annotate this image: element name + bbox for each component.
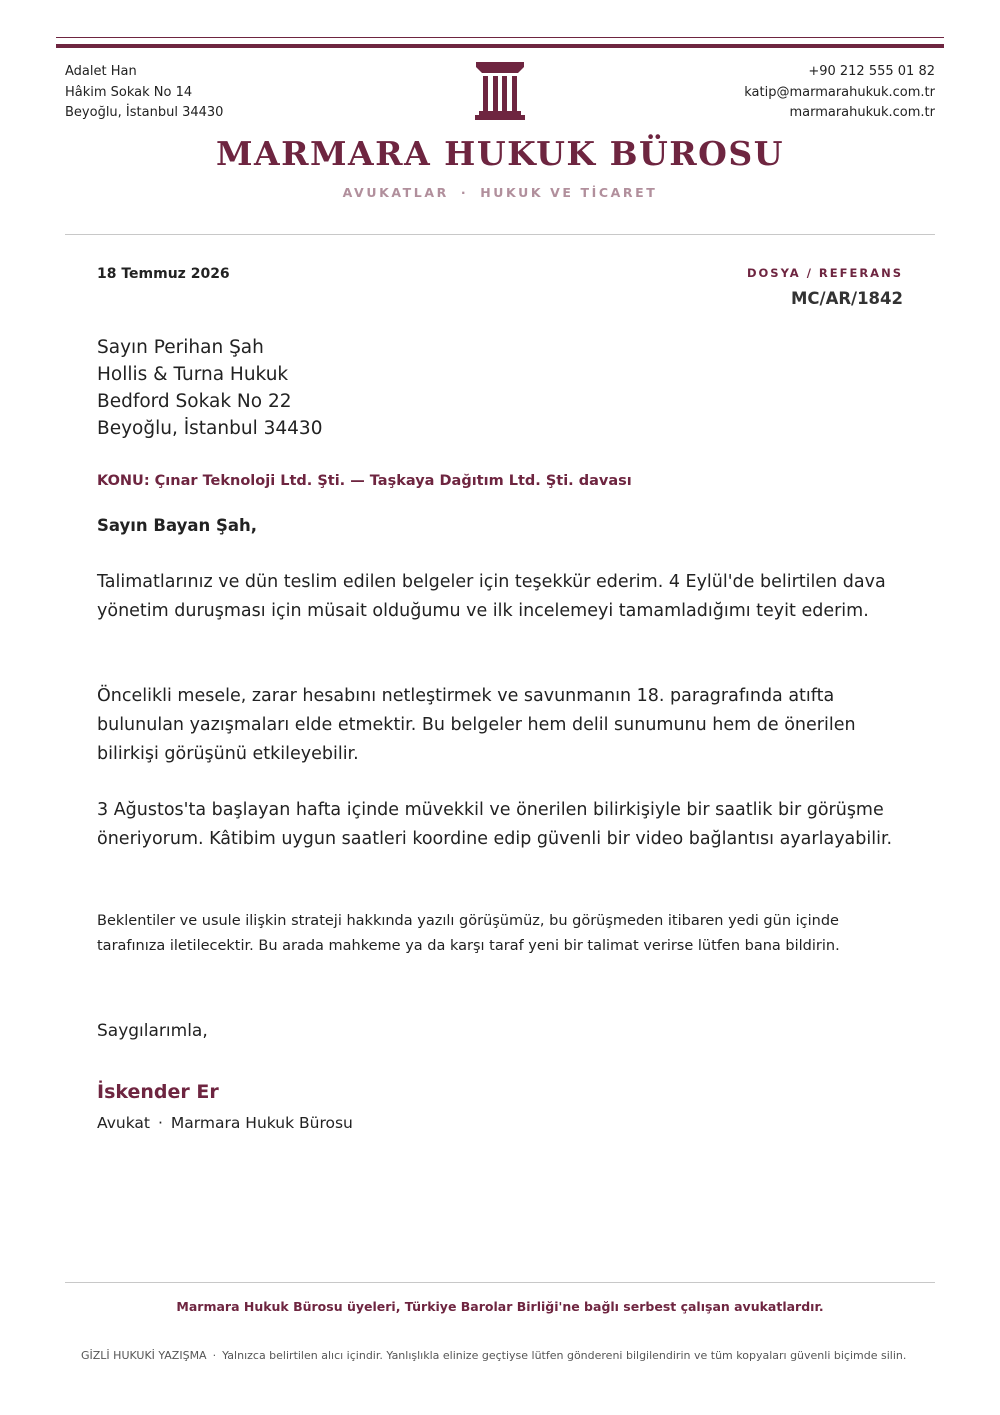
sender-phone: +90 212 555 01 82 (808, 64, 935, 79)
recipient-line: Beyoğlu, İstanbul 34430 (97, 418, 323, 439)
recipient-address (97, 334, 322, 442)
signatory-title (97, 1114, 353, 1132)
sender-address-line: Beyoğlu, İstanbul 34430 (65, 105, 224, 120)
reference-value: MC/AR/1842 (791, 289, 903, 308)
confidentiality-notice (81, 1348, 921, 1364)
recipient-line: Bedford Sokak No 22 (97, 391, 292, 412)
body-paragraph: Öncelikli mesele, zarar hesabını netleştirmek ve savunmanın 18. paragrafında atıfta bulunulan yazışmaları elde etmektir. Bu belgeler hem delil sunumunu hem de önerilen bilirkişi görüşünü etkileyebilir. (97, 686, 856, 764)
reference-label: DOSYA / REFERANS (746, 266, 903, 280)
signatory-firm: Marmara Hukuk Bürosu (170, 1114, 353, 1132)
sender-address (65, 62, 223, 124)
sender-address-line: Hâkim Sokak No 14 (65, 84, 193, 100)
confidential-label: GİZLİ HUKUKİ YAZIŞMA (81, 1349, 207, 1362)
firm-name: MARMARA HUKUK BÜROSU (215, 134, 785, 173)
footer-divider (65, 1282, 935, 1283)
letter-salutation: Sayın Bayan Şah, (97, 516, 258, 535)
body-paragraph: 3 Ağustos'ta başlayan hafta içinde müvekkil ve önerilen bilirkişiyle bir saatlik bir görüşme öneriyorum. Kâtibim uygun saatleri koordine edip güvenli bir video bağlantısı ayarlayabilir. (97, 800, 893, 849)
signatory-separator: · (157, 1114, 163, 1132)
letter-closing: Saygılarımla, (97, 1021, 208, 1041)
top-thin-rule (56, 37, 944, 38)
sender-website: marmarahukuk.com.tr (789, 105, 935, 120)
sender-email: katip@marmarahukuk.com.tr (744, 84, 935, 100)
confidential-text: Yalnızca belirtilen alıcı içindir. Yanlışlıkla elinize geçtiyse lütfen göndereni bilgilendirin ve tüm kopyaları güvenli biçimde silin. (222, 1349, 907, 1362)
header-divider (65, 234, 935, 235)
confidential-separator: · (212, 1349, 217, 1362)
firm-tagline (0, 185, 1000, 200)
sender-contact (744, 62, 935, 124)
tagline-separator: · (460, 185, 469, 200)
letter-date: 18 Temmuz 2026 (97, 266, 230, 282)
membership-note: Marmara Hukuk Bürosu üyeleri, Türkiye Barolar Birliği'ne bağlı serbest çalışan avukatlardır. (176, 1299, 824, 1314)
top-thick-rule (56, 44, 944, 48)
sender-address-line: Adalet Han (65, 64, 137, 79)
signatory-name: İskender Er (97, 1081, 219, 1103)
letter-subject: KONU: Çınar Teknoloji Ltd. Şti. — Taşkaya Dağıtım Ltd. Şti. davası (97, 473, 632, 489)
tagline-right: HUKUK VE TİCARET (480, 185, 658, 200)
body-paragraph: Talimatlarınız ve dün teslim edilen belgeler için teşekkür ederim. 4 Eylül'de belirtilen dava yönetim duruşması için müsait olduğumu ve ilk incelemeyi tamamladığımı teyit ederim. (97, 572, 886, 621)
body-paragraph-small: Beklentiler ve usule ilişkin strateji hakkında yazılı görüşümüz, bu görüşmeden itibaren yedi gün içinde tarafınıza iletilecektir. Bu arada mahkeme ya da karşı taraf yeni bir talimat verirse lütfen bana bildirin. (97, 913, 840, 954)
courthouse-pillars-icon (474, 62, 526, 120)
signatory-role: Avukat (97, 1114, 150, 1132)
recipient-line: Hollis & Turna Hukuk (97, 364, 289, 385)
tagline-left: AVUKATLAR (342, 185, 449, 200)
recipient-line: Sayın Perihan Şah (97, 337, 264, 358)
